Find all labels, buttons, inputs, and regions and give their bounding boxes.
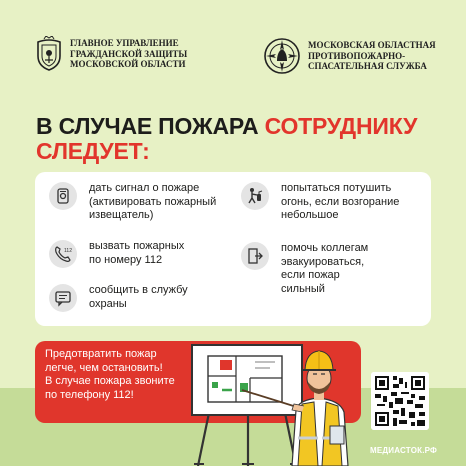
actions-card — [35, 172, 431, 326]
svg-text:112: 112 — [64, 248, 72, 254]
action-line: попытаться потушить — [281, 182, 392, 194]
exit-door-icon — [246, 247, 264, 265]
action-line: сильный — [281, 282, 325, 295]
org-name-left — [70, 38, 187, 70]
easel-legs — [194, 408, 302, 466]
action-line: по номеру 112 — [89, 253, 163, 266]
action-text — [89, 284, 188, 311]
fire-alarm-icon — [54, 187, 72, 205]
org-fire-rescue — [262, 36, 436, 76]
action-line: если пожар — [281, 269, 340, 281]
action-extinguish — [241, 182, 399, 223]
action-text — [281, 242, 368, 296]
watermark: МЕДИАСТОК.РФ — [370, 446, 438, 455]
action-line: огонь, если возгорание — [281, 195, 400, 208]
action-line: небольшое — [281, 209, 339, 221]
org-line: МОСКОВСКОЙ ОБЛАСТИ — [70, 59, 186, 70]
action-text — [89, 240, 184, 267]
extinguisher-person-icon — [245, 186, 265, 206]
action-line: вызвать пожарных — [89, 240, 185, 252]
action-alarm — [49, 182, 216, 223]
moscow-region-coat-of-arms-icon — [34, 36, 64, 72]
action-evacuate — [241, 242, 368, 296]
action-line: (активировать пожарный — [89, 195, 217, 208]
action-security — [49, 284, 188, 312]
banner-text — [45, 348, 175, 402]
fire-rescue-emblem-icon — [262, 36, 302, 76]
org-line: ПРОТИВОПОЖАРНО- — [308, 50, 406, 61]
action-line: извещатель) — [89, 209, 154, 221]
org-civil-defense — [34, 36, 187, 72]
banner-line: Предотвратить пожар — [45, 348, 157, 360]
page-title — [36, 114, 436, 164]
action-line: помочь коллегам — [281, 242, 369, 254]
org-line: ГРАЖДАНСКОЙ ЗАЩИТЫ — [70, 48, 188, 59]
org-line: СПАСАТЕЛЬНАЯ СЛУЖБА — [308, 61, 427, 72]
action-line: эвакуироваться, — [281, 255, 365, 268]
action-line: охраны — [89, 297, 127, 310]
banner-line: по телефону 112! — [45, 388, 134, 401]
action-call — [49, 240, 184, 268]
action-line: сообщить в службу — [89, 284, 188, 296]
phone-112-icon — [53, 244, 73, 264]
title-accent: СЛЕДУЕТ: — [36, 138, 150, 164]
evacuation-illustration — [180, 338, 370, 466]
banner-line: В случае пожара звоните — [45, 375, 175, 387]
action-text — [281, 182, 399, 223]
title-part: В СЛУЧАЕ ПОЖАРА — [36, 113, 265, 139]
message-icon — [54, 289, 72, 307]
action-text — [89, 182, 216, 223]
banner-line: легче, чем остановить! — [45, 361, 163, 374]
action-line: дать сигнал о пожаре — [89, 182, 200, 194]
org-name-right — [308, 40, 436, 72]
org-line: МОСКОВСКАЯ ОБЛАСТНАЯ — [308, 40, 436, 51]
evacuation-board — [192, 345, 302, 415]
title-accent: СОТРУДНИКУ — [264, 113, 418, 139]
qr-code-icon[interactable] — [371, 372, 429, 430]
org-line: ГЛАВНОЕ УПРАВЛЕНИЕ — [70, 38, 179, 49]
